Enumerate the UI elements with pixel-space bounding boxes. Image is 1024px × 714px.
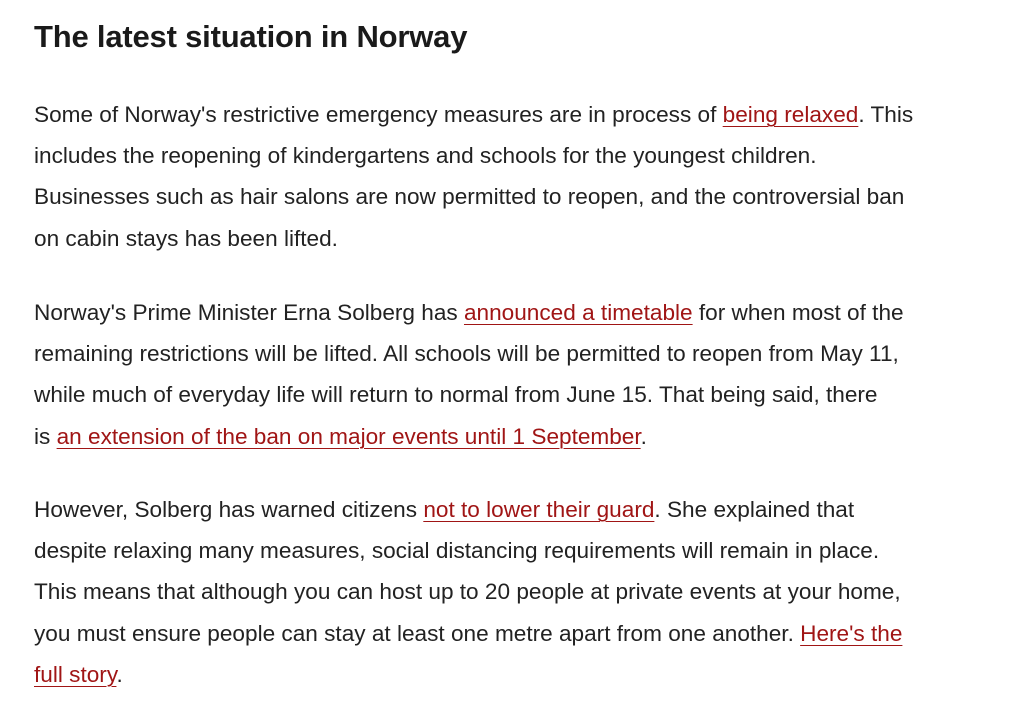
link-full-story-continued[interactable]: full story [34,661,117,687]
text-line: while much of everyday life will return to normal from June 15. That being said, there [34,382,878,408]
text-span: . She explained that [654,497,855,522]
text-line: on cabin stays has been lifted. [34,225,338,251]
link-full-story[interactable]: Here's the [800,620,903,646]
text-line: Businesses such as hair salons are now permitted to reopen, and the controversial ban [34,184,905,210]
text-line [34,489,902,530]
link-not-lower-guard[interactable]: not to lower their guard [423,497,655,522]
link-announced-timetable[interactable]: announced a timetable [463,300,693,325]
text-span: Some of Norway's restrictive emergency measures are in process of [34,102,723,127]
text-line: includes the reopening of kindergartens and schools for the youngest children. [34,143,817,169]
text-line [34,613,902,654]
text-span: . [640,423,647,449]
text-span: However, Solberg has warned citizens [34,497,424,522]
text-line [34,94,913,135]
paragraph-timetable [34,292,904,457]
text-span: you must ensure people can stay at least one metre apart from one another. [34,620,801,646]
paragraph-social-distancing [34,489,902,695]
text-line: remaining restrictions will be lifted. All schools will be permitted to reopen from May 11, [34,341,899,367]
text-line [34,654,902,695]
link-being-relaxed[interactable]: being relaxed [722,102,859,127]
text-span: . This [858,102,914,127]
text-line [34,416,904,457]
text-line: This means that although you can host up to 20 people at private events at your home, [34,579,901,605]
text-line: despite relaxing many measures, social distancing requirements will remain in place. [34,538,880,564]
text-span: for when most of the [692,300,904,325]
article-heading: The latest situation in Norway [34,19,468,54]
text-span: is [34,423,57,449]
text-span: . [116,661,123,687]
text-line [34,292,904,333]
link-ban-extension[interactable]: an extension of the ban on major events until 1 September [56,423,641,449]
text-span: Norway's Prime Minister Erna Solberg has [34,300,464,325]
paragraph-relaxed-measures [34,94,913,259]
